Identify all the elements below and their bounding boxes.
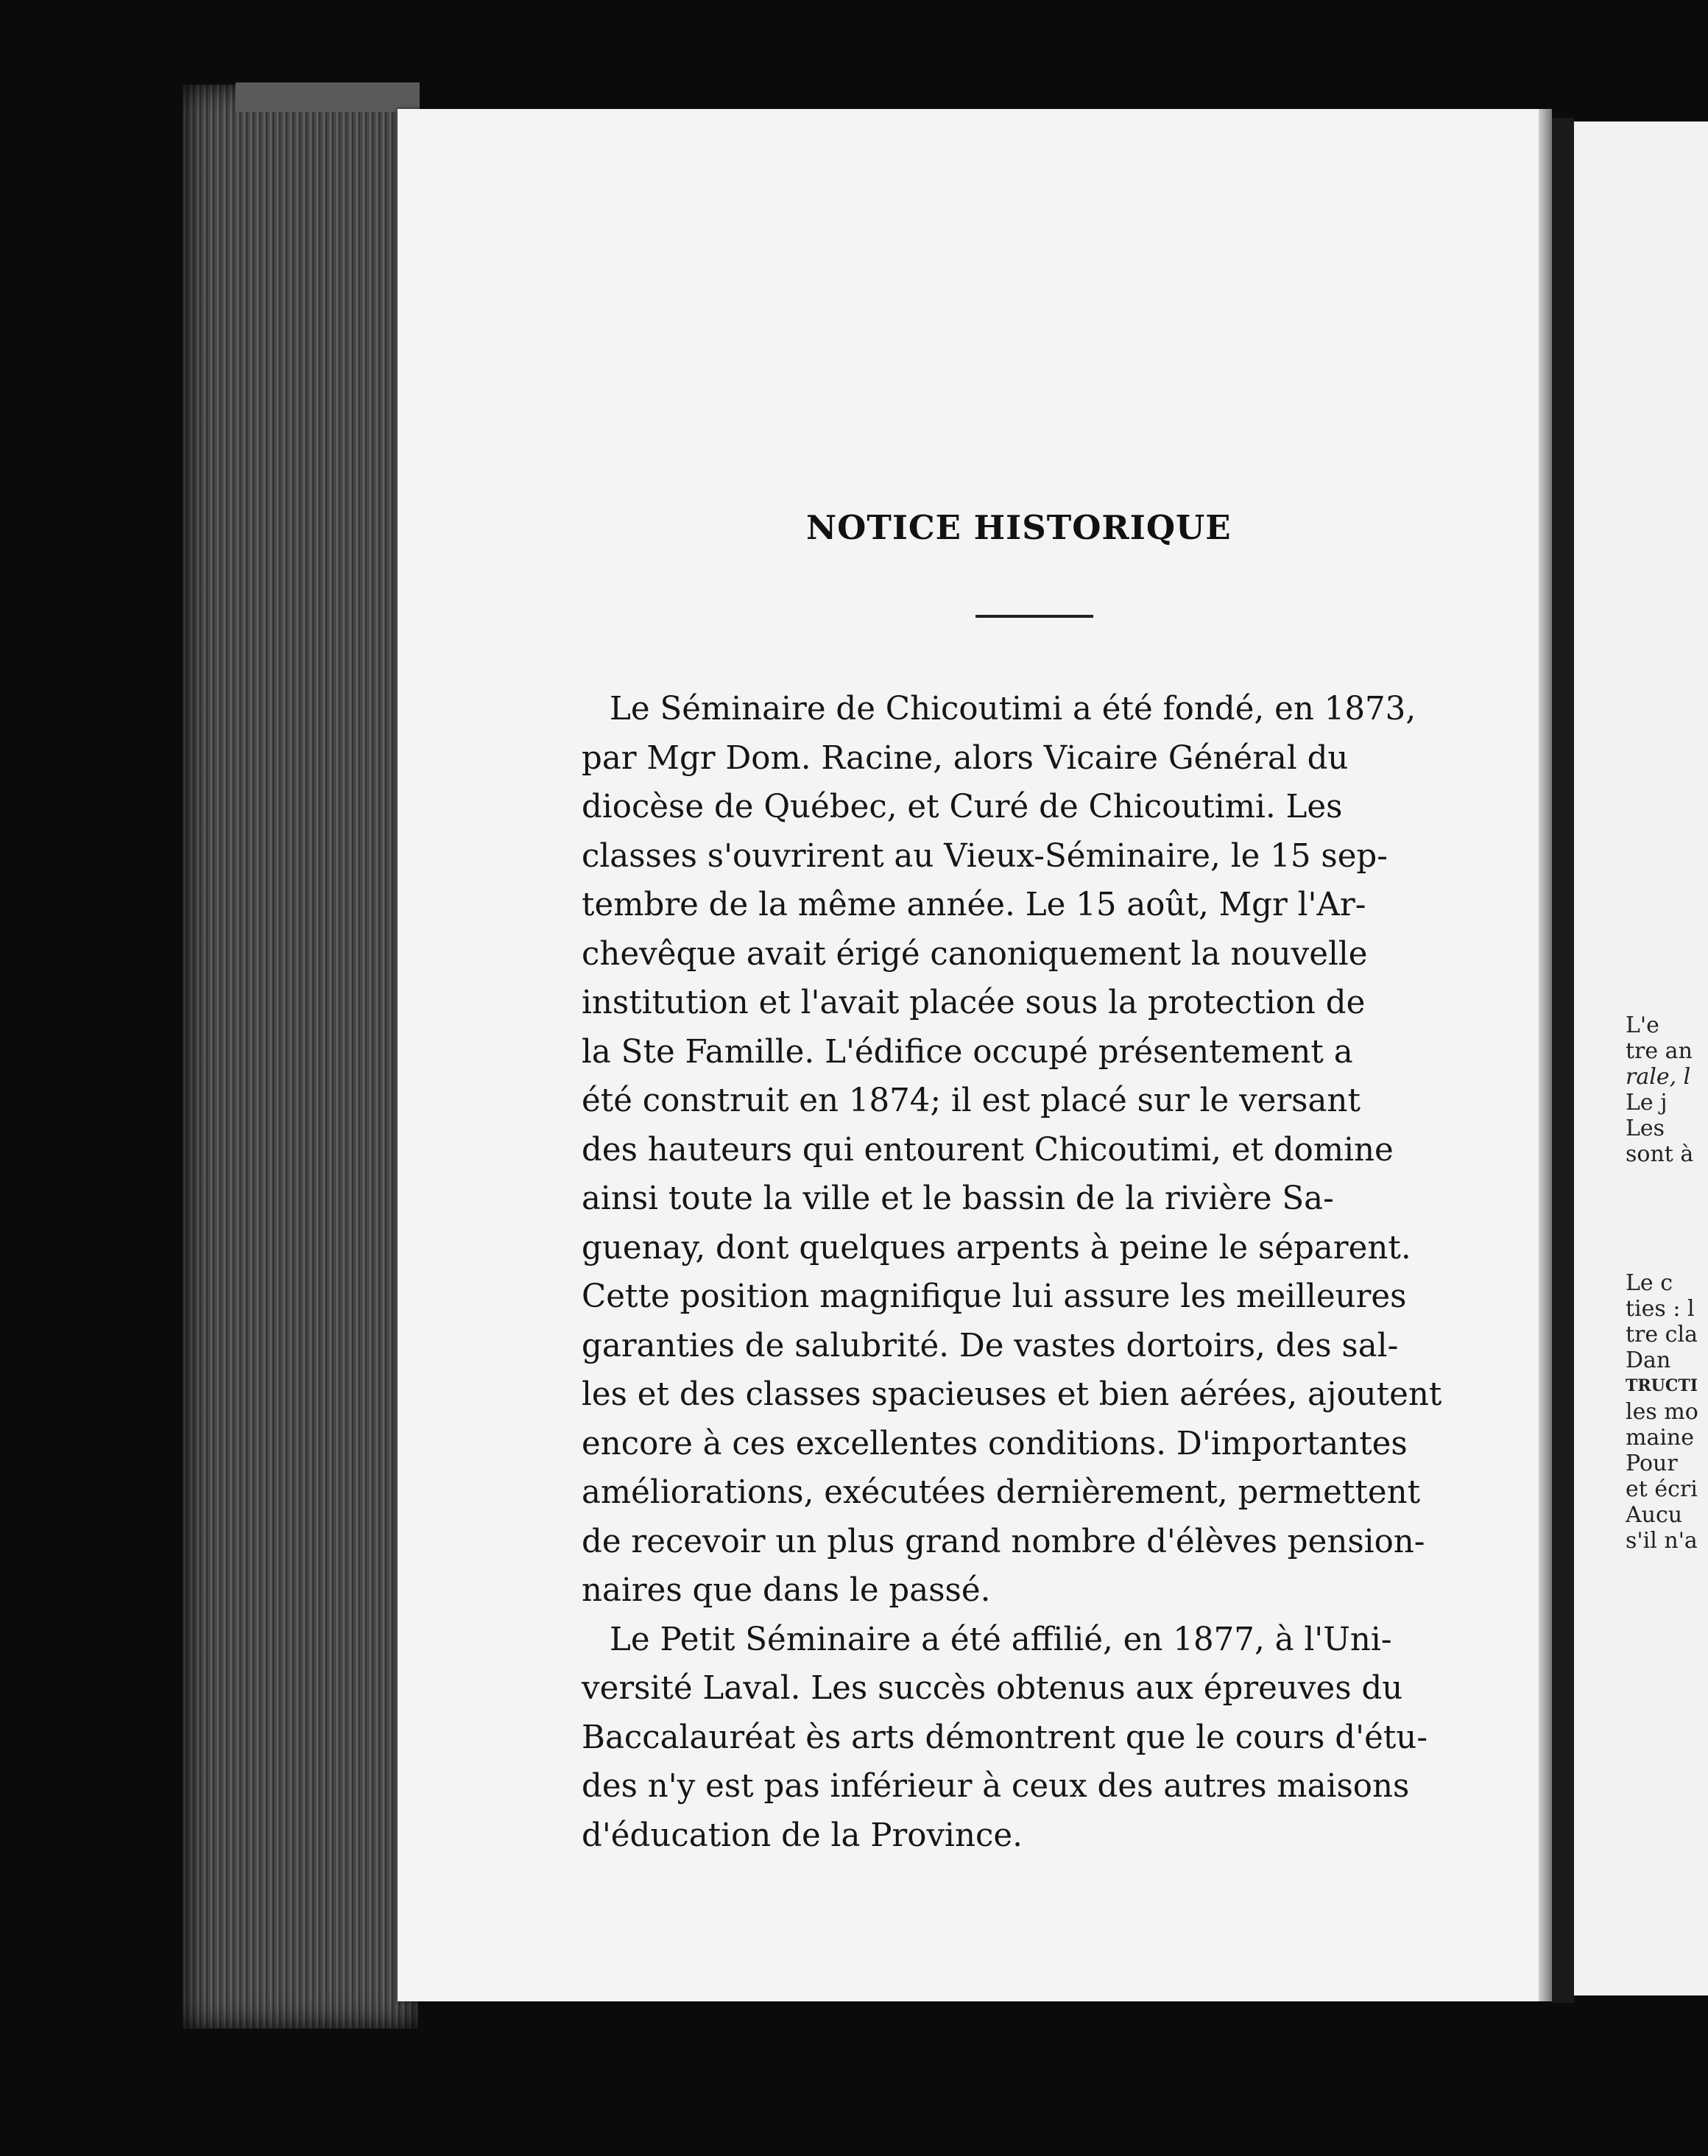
facing-page-text	[1626, 1012, 1708, 1554]
paragraph-2	[582, 1616, 1483, 1861]
facing-fragment: maine	[1626, 1425, 1695, 1451]
book-spine	[1552, 118, 1574, 2003]
facing-fragment: Pour	[1626, 1451, 1678, 1476]
text-line: naires que dans le passé.	[582, 1572, 991, 1609]
text-line: de recevoir un plus grand nombre d'élèves pension-	[582, 1523, 1425, 1560]
text-line: des n'y est pas inférieur à ceux des autres maisons	[582, 1768, 1410, 1805]
facing-fragment: Le c	[1626, 1270, 1673, 1296]
text-line: par Mgr Dom. Racine, alors Vicaire Général du	[582, 739, 1349, 777]
facing-fragment: tre cla	[1626, 1322, 1698, 1348]
text-line: versité Laval. Les succès obtenus aux épreuves du	[582, 1670, 1403, 1707]
text-line: été construit en 1874; il est placé sur le versant	[582, 1082, 1361, 1119]
facing-fragment: les mo	[1626, 1399, 1698, 1425]
text-line: ainsi toute la ville et le bassin de la rivière Sa-	[582, 1180, 1334, 1217]
text-line: institution et l'avait placée sous la protection de	[582, 984, 1366, 1021]
facing-fragment: sont à	[1626, 1141, 1694, 1167]
facing-gap	[1626, 1167, 1708, 1270]
text-line: la Ste Famille. L'édifice occupé présentement a	[582, 1033, 1353, 1071]
text-line: d'éducation de la Province.	[582, 1817, 1023, 1854]
facing-fragment: Aucu	[1626, 1502, 1683, 1528]
text-line: améliorations, exécutées dernièrement, permettent	[582, 1474, 1421, 1511]
text-line: tembre de la même année. Le 15 août, Mgr l'Ar-	[582, 887, 1366, 923]
page-stack-edge	[183, 85, 418, 2029]
text-line: des hauteurs qui entourent Chicoutimi, et domine	[582, 1131, 1394, 1169]
facing-fragment: L'e	[1626, 1012, 1659, 1038]
text-line: les et des classes spacieuses et bien aérées, ajoutent	[582, 1376, 1442, 1413]
page-gutter	[1539, 109, 1552, 2001]
text-line: diocèse de Québec, et Curé de Chicoutimi. Les	[582, 789, 1343, 825]
paragraph-1	[582, 685, 1483, 1616]
page-title: NOTICE HISTORIQUE	[806, 508, 1232, 547]
facing-fragment: rale, l	[1626, 1064, 1691, 1090]
title-rule	[975, 615, 1093, 618]
facing-fragment: Dan	[1626, 1348, 1671, 1373]
text-line: garanties de salubrité. De vastes dortoirs, des sal-	[582, 1327, 1399, 1364]
text-line: Le Séminaire de Chicoutimi a été fondé, en 1873,	[610, 691, 1416, 728]
facing-fragment: Les	[1626, 1116, 1665, 1141]
text-line: Le Petit Séminaire a été affilié, en 1877, à l'Uni-	[610, 1621, 1392, 1658]
facing-fragment: Le j	[1626, 1090, 1668, 1116]
facing-fragment: s'il n'a	[1626, 1528, 1698, 1554]
text-line: chevêque avait érigé canoniquement la nouvelle	[582, 935, 1368, 973]
text-line: encore à ces excellentes conditions. D'importantes	[582, 1425, 1408, 1462]
text-line: Baccalauréat ès arts démontrent que le cours d'étu-	[582, 1719, 1428, 1756]
facing-fragment: tre an	[1626, 1038, 1693, 1064]
page-stack-top	[236, 82, 420, 112]
facing-fragment: ties : l	[1626, 1296, 1695, 1322]
text-line: Cette position magnifique lui assure les meilleures	[582, 1278, 1407, 1315]
facing-fragment: TRUCTI	[1626, 1376, 1698, 1395]
body-text	[582, 685, 1483, 1860]
text-line: guenay, dont quelques arpents à peine le séparent.	[582, 1229, 1411, 1267]
facing-fragment: et écri	[1626, 1476, 1698, 1502]
text-line: classes s'ouvrirent au Vieux-Séminaire, le 15 sep-	[582, 837, 1388, 875]
